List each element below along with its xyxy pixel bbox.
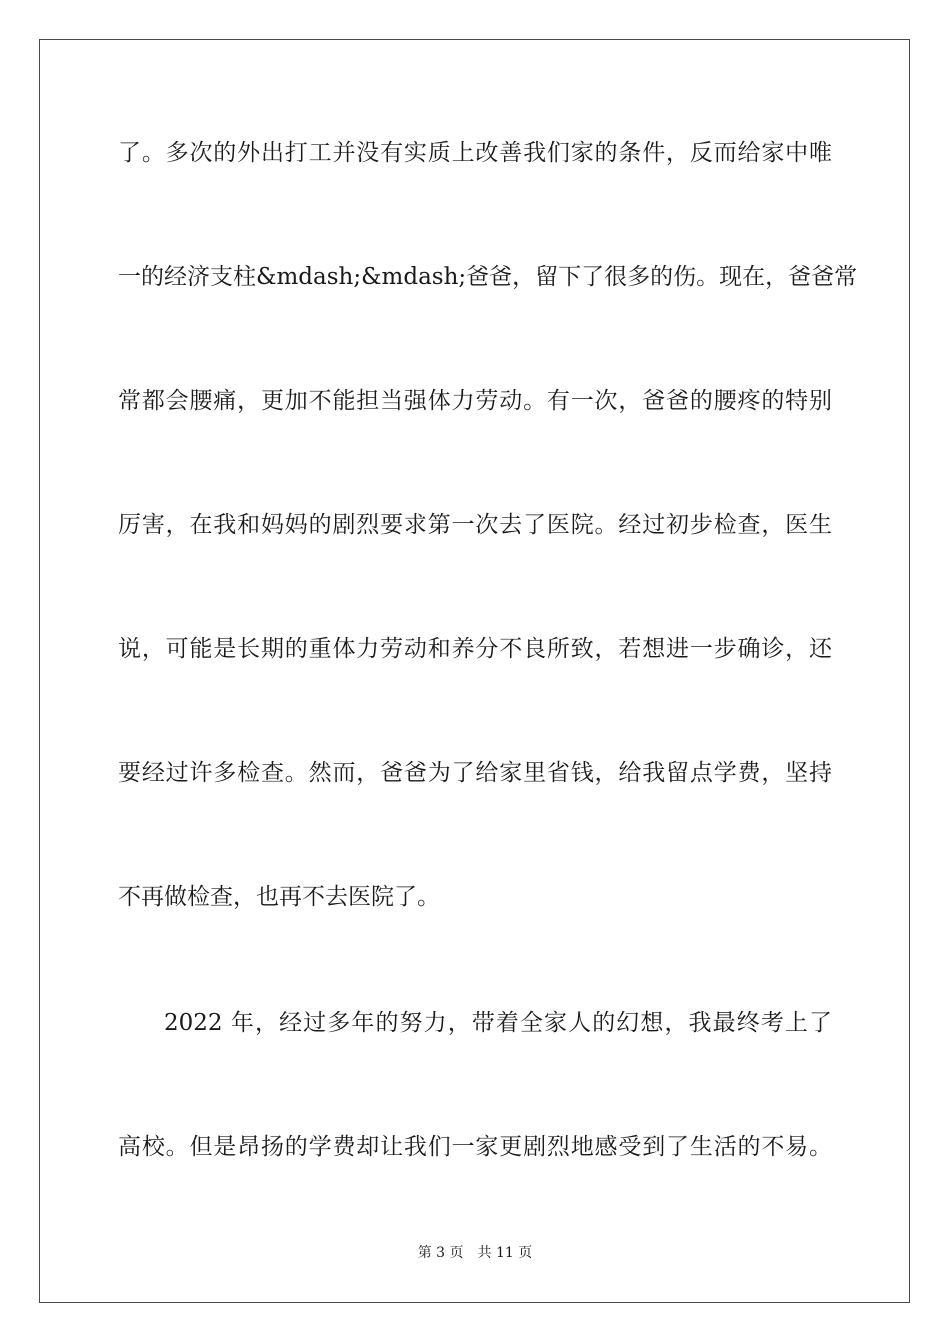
text-line: 说，可能是长期的重体力劳动和养分不良所致，若想进一步确诊，还 [118, 636, 832, 662]
page-footer [0, 1243, 950, 1263]
text-line: 了。多次的外出打工并没有实质上改善我们家的条件，反而给家中唯 [118, 140, 832, 166]
page-total: 共 11 页 [477, 1245, 533, 1261]
page-number: 第 3 页 [417, 1245, 464, 1261]
text-line: 2022 年，经过多年的努力，带着全家人的幻想，我最终考上了 [164, 1010, 832, 1036]
page-border [39, 39, 910, 1303]
text-line: 高校。但是昂扬的学费却让我们一家更剧烈地感受到了生活的不易。 [118, 1134, 832, 1160]
text-line: 常都会腰痛，更加不能担当强体力劳动。有一次，爸爸的腰疼的特别 [118, 388, 832, 414]
text-line: 不再做检查，也再不去医院了。 [118, 884, 440, 910]
text-line: 要经过许多检查。然而，爸爸为了给家里省钱，给我留点学费，坚持 [118, 760, 832, 786]
text-line: 一的经济支柱&mdash;&mdash;爸爸，留下了很多的伤。现在，爸爸常 [118, 264, 858, 290]
text-line: 厉害，在我和妈妈的剧烈要求第一次去了医院。经过初步检查，医生 [118, 512, 832, 538]
